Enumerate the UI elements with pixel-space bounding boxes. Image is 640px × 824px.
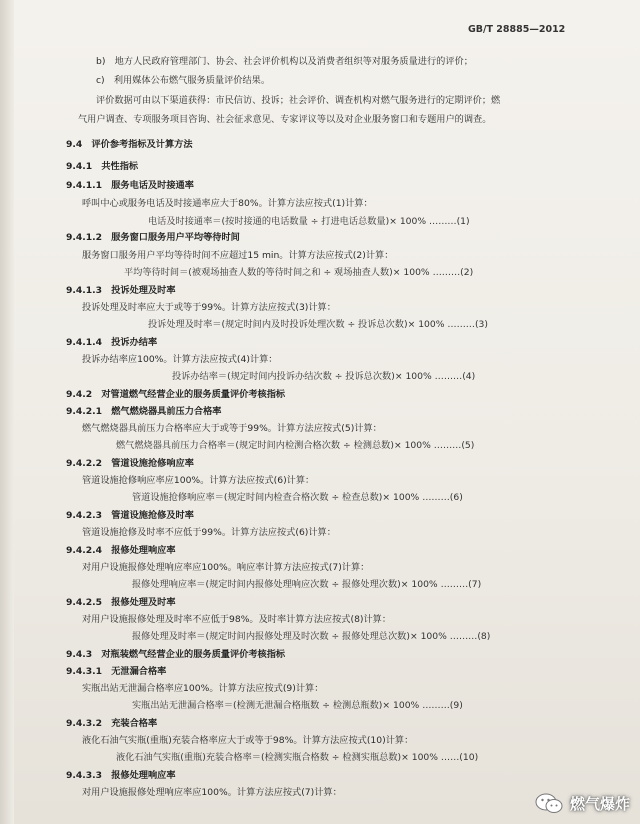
standard-number-header: GB/T 28885—2012 <box>468 24 566 35</box>
formula-line: 电话及时接通率＝(按时接通的电话数量 ÷ 打进电话总数量)× 100% ………(1) <box>148 216 470 227</box>
paragraph-line: 投诉办结率应100%。计算方法应按式(4)计算： <box>82 354 278 365</box>
wechat-icon <box>534 792 564 814</box>
paragraph-line: 液化石油气实瓶(重瓶)充装合格率应大于或等于98%。计算方法应按式(10)计算： <box>82 735 414 746</box>
section-heading: 9.4 评价参考指标及计算方法 <box>66 139 193 150</box>
paragraph-line: 气用户调查、专项服务项目咨询、社会征求意见、专家评议等以及对企业服务窗口和专题用户的调查。 <box>78 114 492 125</box>
formula-line: 报修处理及时率＝(规定时间内报修处理及时次数 ÷ 报修处理总次数)× 100% ………(8) <box>132 631 491 642</box>
section-heading: 9.4.1.2 服务窗口服务用户平均等待时间 <box>66 232 240 243</box>
formula-line: 实瓶出站无泄漏合格率＝(检测无泄漏合格瓶数 ÷ 检测总瓶数)× 100% ………(9) <box>132 700 463 711</box>
section-heading: 9.4.3.2 充装合格率 <box>66 718 158 729</box>
section-heading: 9.4.1.1 服务电话及时接通率 <box>66 180 194 191</box>
paragraph-line: 呼叫中心或服务电话及时接通率应大于80%。计算方法应按式(1)计算： <box>82 198 373 209</box>
section-heading: 9.4.3.3 报修处理响应率 <box>66 770 176 781</box>
formula-line: 管道设施抢修响应率＝(规定时间内检查合格次数 ÷ 检查总数)× 100% ………(6) <box>132 492 463 503</box>
paragraph-line: 对用户设施报修处理及时率不应低于98%。及时率计算方法应按式(8)计算： <box>82 614 392 625</box>
section-heading: 9.4.1.4 投诉办结率 <box>66 337 158 348</box>
section-heading: 9.4.2.5 报修处理及时率 <box>66 597 176 608</box>
formula-line: 液化石油气实瓶(重瓶)充装合格率＝(检测实瓶合格数 ÷ 检测实瓶总数)× 100% ……(10) <box>116 752 479 763</box>
paragraph-line: 评价数据可由以下渠道获得：市民信访、投诉；社会评价、调查机构对燃气服务进行的定期评价；燃 <box>96 95 501 106</box>
watermark-text: 燃气爆炸 <box>569 794 630 813</box>
paragraph-line: 管道设施抢修响应率应100%。计算方法应按式(6)计算： <box>82 475 315 486</box>
paragraph-line: 对用户设施报修处理响应率应100%。响应率计算方法应按式(7)计算： <box>82 562 370 573</box>
paragraph-line: 对用户设施报修处理响应率应100%。计算方法应按式(7)计算： <box>82 787 342 798</box>
list-item-c: c) 利用媒体公布燃气服务质量评价结果。 <box>96 75 271 86</box>
formula-line: 报修处理响应率＝(规定时间内报修处理响应次数 ÷ 报修处理次数)× 100% ………(7) <box>132 579 482 590</box>
paragraph-line: 燃气燃烧器具前压力合格率应大于或等于99%。计算方法应按式(5)计算： <box>82 423 382 434</box>
section-heading: 9.4.2.3 管道设施抢修及时率 <box>66 510 194 521</box>
section-heading: 9.4.1 共性指标 <box>66 161 139 172</box>
formula-line: 燃气燃烧器具前压力合格率＝(规定时间内检测合格次数 ÷ 检测总数)× 100% ………(5) <box>116 440 475 451</box>
section-heading: 9.4.2 对管道燃气经营企业的服务质量评价考核指标 <box>66 389 286 400</box>
section-heading: 9.4.3.1 无泄漏合格率 <box>66 666 167 677</box>
watermark <box>534 792 630 814</box>
section-heading: 9.4.2.1 燃气燃烧器具前压力合格率 <box>66 406 222 417</box>
paragraph-line: 投诉处理及时率应大于或等于99%。计算方法应按式(3)计算： <box>82 302 336 313</box>
section-heading: 9.4.1.3 投诉处理及时率 <box>66 285 176 296</box>
section-heading: 9.4.2.2 管道设施抢修响应率 <box>66 458 194 469</box>
page-shadow-edge <box>0 0 14 824</box>
list-item-b: b) 地方人民政府管理部门、协会、社会评价机构以及消费者组织等对服务质量进行的评价； <box>96 56 473 67</box>
paragraph-line: 管道设施抢修及时率不应低于99%。计算方法应按式(6)计算： <box>82 527 336 538</box>
formula-line: 投诉处理及时率＝(规定时间内及时投诉处理次数 ÷ 投诉总次数)× 100% ………(3) <box>148 319 488 330</box>
section-heading: 9.4.2.4 报修处理响应率 <box>66 545 176 556</box>
paragraph-line: 服务窗口服务用户平均等待时间不应超过15 min。计算方法应按式(2)计算： <box>82 250 394 261</box>
formula-line: 投诉办结率＝(规定时间内投诉办结次数 ÷ 投诉总次数)× 100% ………(4) <box>172 371 476 382</box>
paragraph-line: 实瓶出站无泄漏合格率应100%。计算方法应按式(9)计算： <box>82 683 324 694</box>
section-heading: 9.4.3 对瓶装燃气经营企业的服务质量评价考核指标 <box>66 649 286 660</box>
formula-line: 平均等待时间＝(被观场抽查人数的等待时间之和 ÷ 观场抽查人数)× 100% ………(2) <box>124 267 474 278</box>
